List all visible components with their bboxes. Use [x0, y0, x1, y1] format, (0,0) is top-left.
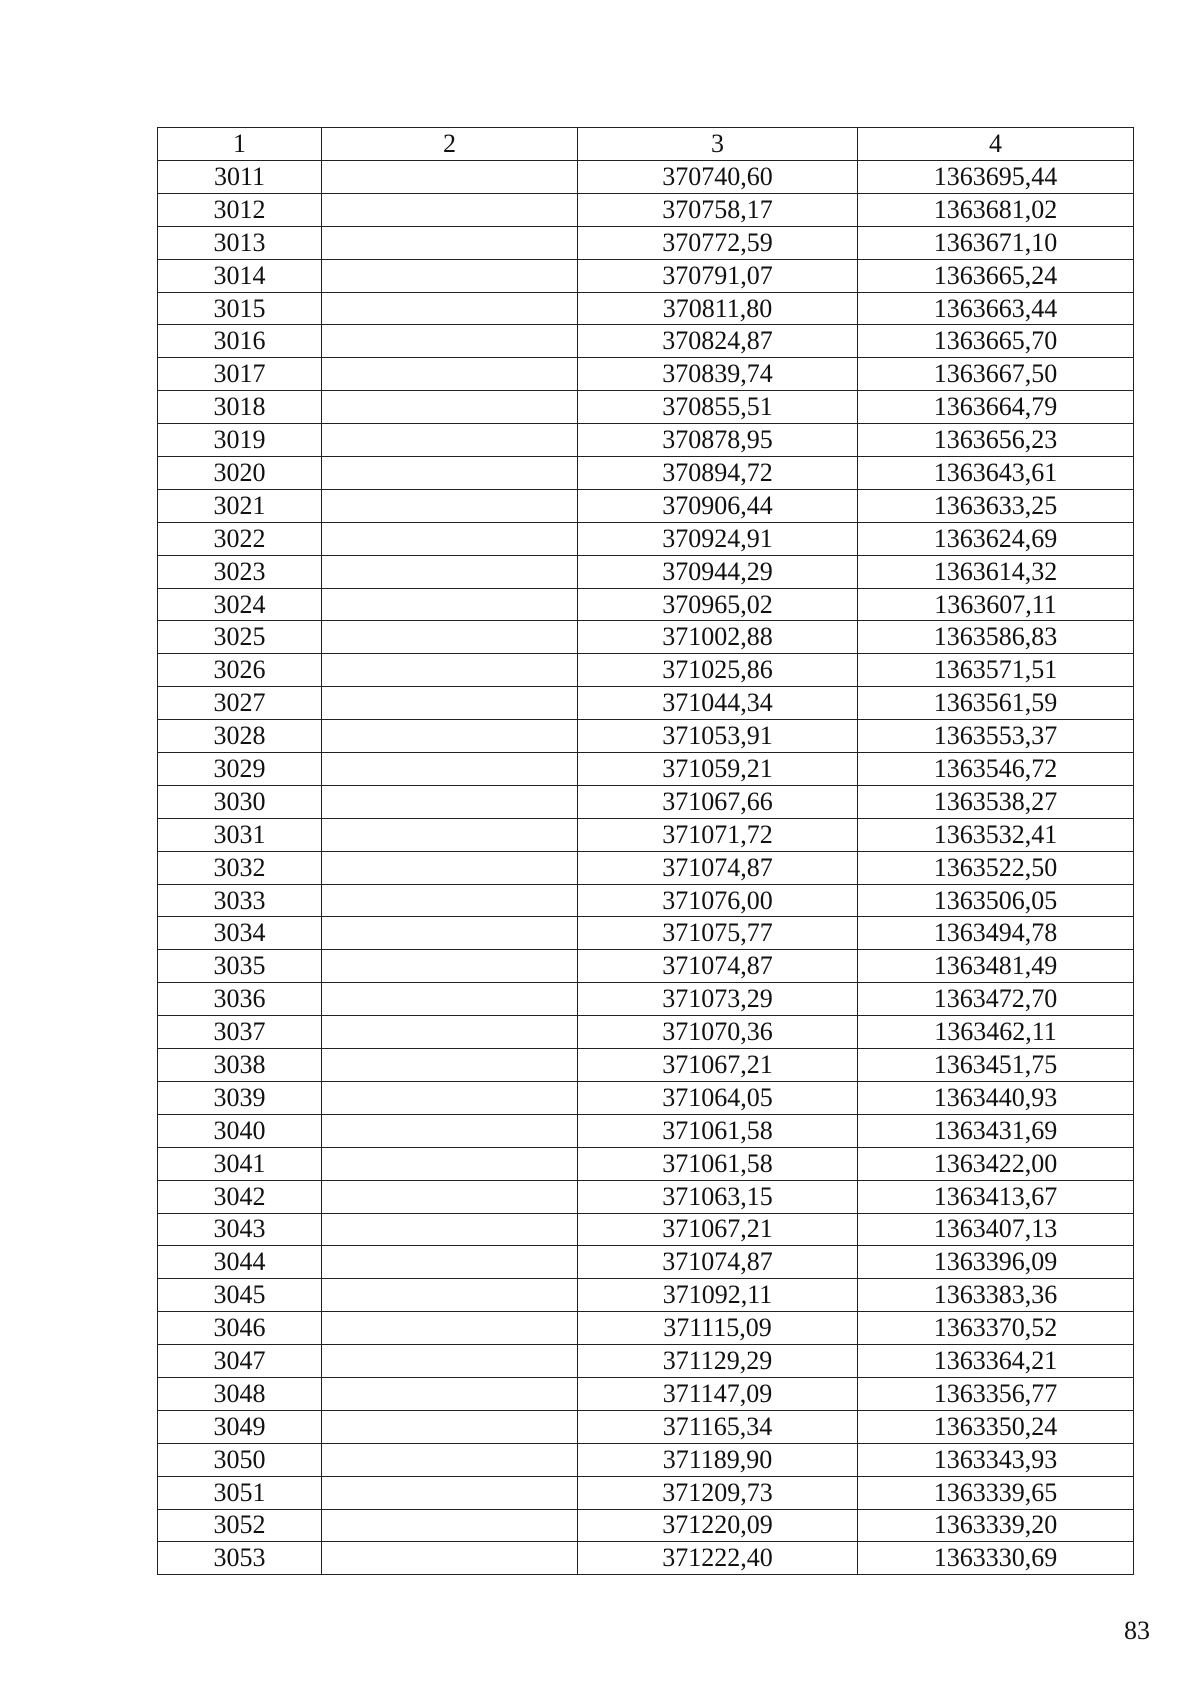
point-number-cell: 3016 [158, 325, 322, 358]
x-coordinate-cell: 371129,29 [578, 1345, 858, 1378]
x-coordinate-cell: 371059,21 [578, 753, 858, 786]
table-row [158, 1476, 1134, 1509]
point-number-cell: 3048 [158, 1377, 322, 1410]
point-number-cell: 3029 [158, 753, 322, 786]
table-row [158, 292, 1134, 325]
y-coordinate-cell: 1363561,59 [858, 687, 1134, 720]
x-coordinate-cell: 370811,80 [578, 292, 858, 325]
table-row [158, 1114, 1134, 1147]
table-row [158, 1049, 1134, 1082]
y-coordinate-cell: 1363343,93 [858, 1443, 1134, 1476]
point-number-cell: 3027 [158, 687, 322, 720]
y-coordinate-cell: 1363546,72 [858, 753, 1134, 786]
point-number-cell: 3026 [158, 654, 322, 687]
empty-cell [322, 522, 578, 555]
point-number-cell: 3031 [158, 818, 322, 851]
point-number-cell: 3033 [158, 884, 322, 917]
x-coordinate-cell: 371070,36 [578, 1016, 858, 1049]
x-coordinate-cell: 371209,73 [578, 1476, 858, 1509]
empty-cell [322, 259, 578, 292]
empty-cell [322, 292, 578, 325]
x-coordinate-cell: 370758,17 [578, 193, 858, 226]
y-coordinate-cell: 1363462,11 [858, 1016, 1134, 1049]
table-body [158, 161, 1134, 1575]
x-coordinate-cell: 371075,77 [578, 917, 858, 950]
table-row [158, 621, 1134, 654]
empty-cell [322, 489, 578, 522]
empty-cell [322, 1016, 578, 1049]
page-number: 83 [1124, 1616, 1150, 1645]
empty-cell [322, 1377, 578, 1410]
table-row [158, 457, 1134, 490]
empty-cell [322, 193, 578, 226]
empty-cell [322, 1509, 578, 1542]
empty-cell [322, 1081, 578, 1114]
table-row [158, 687, 1134, 720]
empty-cell [322, 1410, 578, 1443]
empty-cell [322, 1049, 578, 1082]
y-coordinate-cell: 1363532,41 [858, 818, 1134, 851]
x-coordinate-cell: 370878,95 [578, 424, 858, 457]
y-coordinate-cell: 1363396,09 [858, 1246, 1134, 1279]
y-coordinate-cell: 1363695,44 [858, 161, 1134, 194]
empty-cell [322, 161, 578, 194]
y-coordinate-cell: 1363472,70 [858, 983, 1134, 1016]
x-coordinate-cell: 371064,05 [578, 1081, 858, 1114]
table-row [158, 818, 1134, 851]
table-row [158, 489, 1134, 522]
empty-cell [322, 884, 578, 917]
empty-cell [322, 424, 578, 457]
point-number-cell: 3050 [158, 1443, 322, 1476]
point-number-cell: 3013 [158, 226, 322, 259]
y-coordinate-cell: 1363663,44 [858, 292, 1134, 325]
y-coordinate-cell: 1363383,36 [858, 1279, 1134, 1312]
point-number-cell: 3014 [158, 259, 322, 292]
point-number-cell: 3035 [158, 950, 322, 983]
point-number-cell: 3041 [158, 1147, 322, 1180]
y-coordinate-cell: 1363451,75 [858, 1049, 1134, 1082]
table-row [158, 161, 1134, 194]
point-number-cell: 3039 [158, 1081, 322, 1114]
x-coordinate-cell: 370965,02 [578, 588, 858, 621]
empty-cell [322, 457, 578, 490]
x-coordinate-cell: 371220,09 [578, 1509, 858, 1542]
empty-cell [322, 588, 578, 621]
empty-cell [322, 785, 578, 818]
y-coordinate-cell: 1363681,02 [858, 193, 1134, 226]
x-coordinate-cell: 370791,07 [578, 259, 858, 292]
empty-cell [322, 1246, 578, 1279]
x-coordinate-cell: 371071,72 [578, 818, 858, 851]
x-coordinate-cell: 371061,58 [578, 1114, 858, 1147]
point-number-cell: 3051 [158, 1476, 322, 1509]
empty-cell [322, 818, 578, 851]
y-coordinate-cell: 1363607,11 [858, 588, 1134, 621]
empty-cell [322, 621, 578, 654]
table-row [158, 391, 1134, 424]
y-coordinate-cell: 1363633,25 [858, 489, 1134, 522]
y-coordinate-cell: 1363571,51 [858, 654, 1134, 687]
table-row [158, 424, 1134, 457]
point-number-cell: 3030 [158, 785, 322, 818]
point-number-cell: 3028 [158, 720, 322, 753]
empty-cell [322, 555, 578, 588]
y-coordinate-cell: 1363522,50 [858, 851, 1134, 884]
y-coordinate-cell: 1363671,10 [858, 226, 1134, 259]
x-coordinate-cell: 371061,58 [578, 1147, 858, 1180]
table-row [158, 193, 1134, 226]
empty-cell [322, 983, 578, 1016]
x-coordinate-cell: 371074,87 [578, 1246, 858, 1279]
empty-cell [322, 687, 578, 720]
table-row [158, 1180, 1134, 1213]
x-coordinate-cell: 371147,09 [578, 1377, 858, 1410]
table-row [158, 785, 1134, 818]
point-number-cell: 3043 [158, 1213, 322, 1246]
point-number-cell: 3034 [158, 917, 322, 950]
point-number-cell: 3044 [158, 1246, 322, 1279]
point-number-cell: 3045 [158, 1279, 322, 1312]
x-coordinate-cell: 371189,90 [578, 1443, 858, 1476]
y-coordinate-cell: 1363665,70 [858, 325, 1134, 358]
point-number-cell: 3032 [158, 851, 322, 884]
y-coordinate-cell: 1363667,50 [858, 358, 1134, 391]
empty-cell [322, 358, 578, 391]
y-coordinate-cell: 1363407,13 [858, 1213, 1134, 1246]
point-number-cell: 3020 [158, 457, 322, 490]
y-coordinate-cell: 1363339,65 [858, 1476, 1134, 1509]
table-row [158, 555, 1134, 588]
point-number-cell: 3019 [158, 424, 322, 457]
table-row [158, 884, 1134, 917]
table-row [158, 1443, 1134, 1476]
empty-cell [322, 1312, 578, 1345]
empty-cell [322, 1443, 578, 1476]
empty-cell [322, 325, 578, 358]
table-row [158, 1509, 1134, 1542]
x-coordinate-cell: 371067,21 [578, 1049, 858, 1082]
x-coordinate-cell: 370855,51 [578, 391, 858, 424]
table-row [158, 522, 1134, 555]
coordinates-table [157, 127, 1134, 1575]
x-coordinate-cell: 371076,00 [578, 884, 858, 917]
empty-cell [322, 226, 578, 259]
table-row [158, 226, 1134, 259]
table-row [158, 358, 1134, 391]
x-coordinate-cell: 371053,91 [578, 720, 858, 753]
table-row [158, 588, 1134, 621]
table-row [158, 1377, 1134, 1410]
table-row [158, 1213, 1134, 1246]
x-coordinate-cell: 371073,29 [578, 983, 858, 1016]
y-coordinate-cell: 1363614,32 [858, 555, 1134, 588]
empty-cell [322, 720, 578, 753]
y-coordinate-cell: 1363481,49 [858, 950, 1134, 983]
point-number-cell: 3037 [158, 1016, 322, 1049]
y-coordinate-cell: 1363431,69 [858, 1114, 1134, 1147]
y-coordinate-cell: 1363356,77 [858, 1377, 1134, 1410]
empty-cell [322, 1279, 578, 1312]
y-coordinate-cell: 1363370,52 [858, 1312, 1134, 1345]
empty-cell [322, 391, 578, 424]
table-row [158, 720, 1134, 753]
empty-cell [322, 1147, 578, 1180]
x-coordinate-cell: 371044,34 [578, 687, 858, 720]
point-number-cell: 3017 [158, 358, 322, 391]
point-number-cell: 3040 [158, 1114, 322, 1147]
column-header-3: 3 [578, 128, 858, 161]
empty-cell [322, 1213, 578, 1246]
y-coordinate-cell: 1363538,27 [858, 785, 1134, 818]
table-row [158, 1279, 1134, 1312]
table-row [158, 851, 1134, 884]
empty-cell [322, 1345, 578, 1378]
point-number-cell: 3022 [158, 522, 322, 555]
table-row [158, 1410, 1134, 1443]
x-coordinate-cell: 370839,74 [578, 358, 858, 391]
point-number-cell: 3011 [158, 161, 322, 194]
empty-cell [322, 851, 578, 884]
point-number-cell: 3023 [158, 555, 322, 588]
point-number-cell: 3015 [158, 292, 322, 325]
x-coordinate-cell: 371074,87 [578, 851, 858, 884]
y-coordinate-cell: 1363553,37 [858, 720, 1134, 753]
column-header-4: 4 [858, 128, 1134, 161]
y-coordinate-cell: 1363506,05 [858, 884, 1134, 917]
point-number-cell: 3042 [158, 1180, 322, 1213]
x-coordinate-cell: 370906,44 [578, 489, 858, 522]
empty-cell [322, 1180, 578, 1213]
empty-cell [322, 1114, 578, 1147]
x-coordinate-cell: 371063,15 [578, 1180, 858, 1213]
x-coordinate-cell: 371115,09 [578, 1312, 858, 1345]
table-row [158, 1345, 1134, 1378]
y-coordinate-cell: 1363339,20 [858, 1509, 1134, 1542]
table-row [158, 259, 1134, 292]
table-row [158, 1016, 1134, 1049]
table-row [158, 654, 1134, 687]
x-coordinate-cell: 370924,91 [578, 522, 858, 555]
table-row [158, 1246, 1134, 1279]
column-header-1: 1 [158, 128, 322, 161]
point-number-cell: 3036 [158, 983, 322, 1016]
y-coordinate-cell: 1363586,83 [858, 621, 1134, 654]
x-coordinate-cell: 371074,87 [578, 950, 858, 983]
x-coordinate-cell: 370824,87 [578, 325, 858, 358]
y-coordinate-cell: 1363422,00 [858, 1147, 1134, 1180]
x-coordinate-cell: 370944,29 [578, 555, 858, 588]
x-coordinate-cell: 371222,40 [578, 1542, 858, 1575]
table-row [158, 1081, 1134, 1114]
table-row [158, 1312, 1134, 1345]
x-coordinate-cell: 371067,66 [578, 785, 858, 818]
table-header-row [158, 128, 1134, 161]
column-header-2: 2 [322, 128, 578, 161]
x-coordinate-cell: 370894,72 [578, 457, 858, 490]
y-coordinate-cell: 1363656,23 [858, 424, 1134, 457]
empty-cell [322, 753, 578, 786]
empty-cell [322, 1476, 578, 1509]
x-coordinate-cell: 371067,21 [578, 1213, 858, 1246]
table-row [158, 753, 1134, 786]
point-number-cell: 3012 [158, 193, 322, 226]
point-number-cell: 3021 [158, 489, 322, 522]
y-coordinate-cell: 1363350,24 [858, 1410, 1134, 1443]
table-row [158, 1542, 1134, 1575]
empty-cell [322, 917, 578, 950]
y-coordinate-cell: 1363665,24 [858, 259, 1134, 292]
table-row [158, 917, 1134, 950]
empty-cell [322, 654, 578, 687]
table-row [158, 1147, 1134, 1180]
point-number-cell: 3049 [158, 1410, 322, 1443]
table-row [158, 983, 1134, 1016]
y-coordinate-cell: 1363624,69 [858, 522, 1134, 555]
table-row [158, 950, 1134, 983]
table-row [158, 325, 1134, 358]
y-coordinate-cell: 1363643,61 [858, 457, 1134, 490]
x-coordinate-cell: 371025,86 [578, 654, 858, 687]
point-number-cell: 3046 [158, 1312, 322, 1345]
point-number-cell: 3018 [158, 391, 322, 424]
x-coordinate-cell: 370772,59 [578, 226, 858, 259]
y-coordinate-cell: 1363330,69 [858, 1542, 1134, 1575]
y-coordinate-cell: 1363413,67 [858, 1180, 1134, 1213]
point-number-cell: 3025 [158, 621, 322, 654]
x-coordinate-cell: 370740,60 [578, 161, 858, 194]
x-coordinate-cell: 371165,34 [578, 1410, 858, 1443]
point-number-cell: 3038 [158, 1049, 322, 1082]
y-coordinate-cell: 1363440,93 [858, 1081, 1134, 1114]
x-coordinate-cell: 371092,11 [578, 1279, 858, 1312]
y-coordinate-cell: 1363364,21 [858, 1345, 1134, 1378]
y-coordinate-cell: 1363494,78 [858, 917, 1134, 950]
empty-cell [322, 950, 578, 983]
point-number-cell: 3053 [158, 1542, 322, 1575]
point-number-cell: 3047 [158, 1345, 322, 1378]
empty-cell [322, 1542, 578, 1575]
point-number-cell: 3052 [158, 1509, 322, 1542]
y-coordinate-cell: 1363664,79 [858, 391, 1134, 424]
point-number-cell: 3024 [158, 588, 322, 621]
x-coordinate-cell: 371002,88 [578, 621, 858, 654]
